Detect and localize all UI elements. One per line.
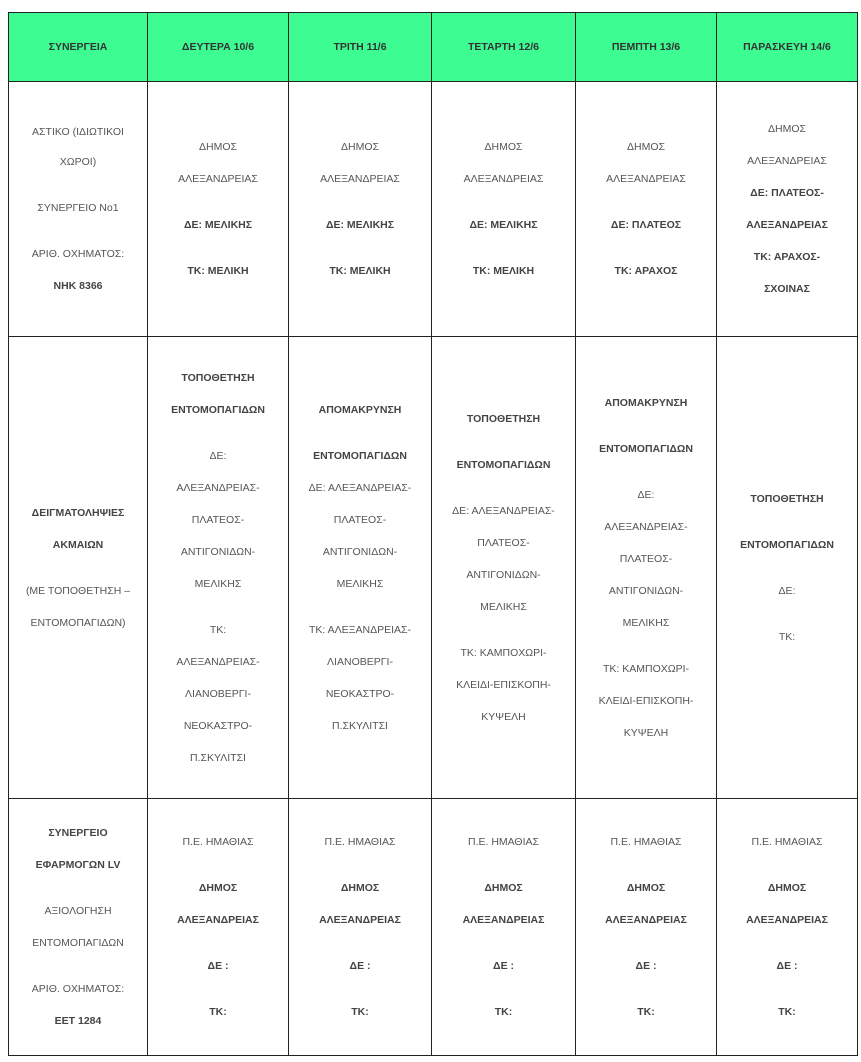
task-title: ΤΟΠΟΘΕΤΗΣΗ <box>466 412 541 425</box>
local-community: ΤΚ: <box>351 1006 369 1018</box>
municipality-label: ΔΗΜΟΣ <box>767 882 807 894</box>
district-line: ΑΝΤΙΓΟΝΙΔΩΝ- <box>608 584 684 597</box>
task-title: ΕΝΤΟΜΟΠΑΓΙΔΩΝ <box>599 442 693 455</box>
local-community: ΤΚ: ΜΕΛΙΚΗ <box>329 265 391 277</box>
community-line: ΚΥΨΕΛΗ <box>623 726 669 739</box>
district-line: ΔΕ: ΑΛΕΞΑΝΔΡΕΙΑΣ- <box>308 481 412 494</box>
district-line: ΠΛΑΤΕΟΣ- <box>333 513 387 526</box>
task-title: ΕΝΤΟΜΟΠΑΓΙΔΩΝ <box>740 538 834 551</box>
municipality-label: ΔΗΜΟΣ <box>484 882 523 894</box>
district-unit: ΔΕ: ΜΕΛΙΚΗΣ <box>325 219 395 231</box>
header-cell-monday: ΔΕΥΤΕΡΑ 10/6 <box>148 13 289 82</box>
regional-unit: Π.Ε. ΗΜΑΘΙΑΣ <box>467 836 540 848</box>
task-title: ΕΝΤΟΜΟΠΑΓΙΔΩΝ <box>456 458 551 471</box>
team-line: ΕΝΤΟΜΟΠΑΓΙΔΩΝ) <box>30 616 126 629</box>
team-line: ΕΝΤΟΜΟΠΑΓΙΔΩΝ <box>32 937 124 949</box>
community-line: ΤΚ: ΚΑΜΠΟΧΩΡΙ- <box>460 646 547 659</box>
district-unit: ΔΕ : <box>776 960 798 972</box>
district-unit: ΔΕ : <box>349 960 371 972</box>
regional-unit: Π.Ε. ΗΜΑΘΙΑΣ <box>182 836 254 848</box>
vehicle-number: ΕΕΤ 1284 <box>54 1015 102 1027</box>
regional-unit: Π.Ε. ΗΜΑΘΙΑΣ <box>610 836 682 848</box>
day-cell <box>576 337 717 799</box>
task-title: ΤΟΠΟΘΕΤΗΣΗ <box>750 492 824 505</box>
task-title: ΕΝΤΟΜΟΠΑΓΙΔΩΝ <box>171 403 265 416</box>
day-cell <box>289 799 432 1056</box>
district-unit: ΑΛΕΞΑΝΔΡΕΙΑΣ <box>746 219 828 231</box>
day-cell <box>148 82 289 337</box>
day-cell <box>432 82 576 337</box>
day-cell <box>717 799 858 1056</box>
header-cell-team: ΣΥΝΕΡΓΕΙΑ <box>9 13 148 82</box>
district-line: ΔΕ: <box>778 584 796 597</box>
municipality-name: ΑΛΕΞΑΝΔΡΕΙΑΣ <box>605 914 687 926</box>
district-unit: ΔΕ : <box>493 960 514 972</box>
team-line: ΣΥΝΕΡΓΕΙΟ Νο1 <box>37 202 119 214</box>
table-row <box>9 337 858 799</box>
district-line: ΜΕΛΙΚΗΣ <box>194 577 242 590</box>
district-unit: ΔΕ : <box>635 960 657 972</box>
header-cell-tuesday: ΤΡΙΤΗ 11/6 <box>289 13 432 82</box>
regional-unit: Π.Ε. ΗΜΑΘΙΑΣ <box>751 836 823 848</box>
local-community: ΤΚ: ΜΕΛΙΚΗ <box>472 265 535 277</box>
district-line: ΠΛΑΤΕΟΣ- <box>191 513 245 526</box>
district-unit: ΔΕ: ΜΕΛΙΚΗΣ <box>183 219 253 231</box>
day-cell <box>717 82 858 337</box>
team-cell <box>9 82 148 337</box>
district-line: ΔΕ: ΑΛΕΞΑΝΔΡΕΙΑΣ- <box>452 504 555 517</box>
community-line: ΚΥΨΕΛΗ <box>481 710 526 723</box>
municipality-name: ΑΛΕΞΑΝΔΡΕΙΑΣ <box>463 173 544 185</box>
community-line: ΚΛΕΙΔΙ-ΕΠΙΣΚΟΠΗ- <box>456 678 551 691</box>
team-line: (ΜΕ ΤΟΠΟΘΕΤΗΣΗ – <box>25 584 131 597</box>
municipality-label: ΔΗΜΟΣ <box>626 141 665 153</box>
local-community: ΤΚ: <box>637 1006 655 1018</box>
municipality-label: ΔΗΜΟΣ <box>340 882 380 894</box>
header-cell-thursday: ΠΕΜΠΤΗ 13/6 <box>576 13 717 82</box>
local-community: ΤΚ: <box>778 1006 796 1018</box>
community-line: ΛΙΑΝΟΒΕΡΓΙ- <box>185 687 251 700</box>
team-cell <box>9 799 148 1056</box>
day-cell <box>148 799 289 1056</box>
team-line: ΑΣΤΙΚΟ (ΙΔΙΩΤΙΚΟΙ <box>32 126 124 138</box>
district-line: ΑΛΕΞΑΝΔΡΕΙΑΣ- <box>176 481 260 494</box>
community-line: ΤΚ: <box>209 623 227 636</box>
team-cell <box>9 337 148 799</box>
district-line: ΑΝΤΙΓΟΝΙΔΩΝ- <box>466 568 541 581</box>
district-unit: ΔΕ: ΜΕΛΙΚΗΣ <box>469 219 538 231</box>
day-cell <box>432 337 576 799</box>
day-cell <box>576 799 717 1056</box>
table-row <box>9 82 858 337</box>
municipality-name: ΑΛΕΞΑΝΔΡΕΙΑΣ <box>746 914 828 926</box>
community-line: Π.ΣΚΥΛΙΤΣΙ <box>190 751 246 764</box>
vehicle-number: ΝΗΚ 8366 <box>53 280 103 292</box>
district-line: ΜΕΛΙΚΗΣ <box>622 616 670 629</box>
day-cell <box>289 337 432 799</box>
task-title: ΕΝΤΟΜΟΠΑΓΙΔΩΝ <box>313 449 407 462</box>
district-unit: ΔΕ: ΠΛΑΤΕΟΣ <box>610 219 682 231</box>
municipality-label: ΔΗΜΟΣ <box>340 141 379 153</box>
municipality-label: ΔΗΜΟΣ <box>767 123 806 135</box>
local-community: ΤΚ: ΑΡΑΧΟΣ- <box>753 251 821 263</box>
municipality-name: ΑΛΕΞΑΝΔΡΕΙΑΣ <box>462 914 545 926</box>
local-community: ΣΧΟΙΝΑΣ <box>764 283 810 295</box>
team-line: ΣΥΝΕΡΓΕΙΟ <box>48 827 108 839</box>
task-title: ΑΠΟΜΑΚΡΥΝΣΗ <box>604 396 688 409</box>
local-community: ΤΚ: <box>209 1006 227 1018</box>
team-line: ΔΕΙΓΜΑΤΟΛΗΨΙΕΣ <box>31 506 125 519</box>
header-cell-friday: ΠΑΡΑΣΚΕΥΗ 14/6 <box>717 13 858 82</box>
day-cell <box>717 337 858 799</box>
schedule-table <box>8 12 858 1056</box>
community-line: ΚΛΕΙΔΙ-ΕΠΙΣΚΟΠΗ- <box>598 694 694 707</box>
community-line: Π.ΣΚΥΛΙΤΣΙ <box>332 719 388 732</box>
municipality-name: ΑΛΕΞΑΝΔΡΕΙΑΣ <box>747 155 827 167</box>
task-title: ΑΠΟΜΑΚΡΥΝΣΗ <box>318 403 402 416</box>
community-line: ΛΙΑΝΟΒΕΡΓΙ- <box>327 655 393 668</box>
district-line: ΠΛΑΤΕΟΣ- <box>477 536 530 549</box>
community-line: ΑΛΕΞΑΝΔΡΕΙΑΣ- <box>176 655 260 668</box>
header-row <box>9 13 858 82</box>
day-cell <box>148 337 289 799</box>
local-community: ΤΚ: ΜΕΛΙΚΗ <box>187 265 249 277</box>
municipality-label: ΔΗΜΟΣ <box>484 141 523 153</box>
community-line: ΝΕΟΚΑΣΤΡΟ- <box>183 719 253 732</box>
community-line: ΤΚ: ΑΛΕΞΑΝΔΡΕΙΑΣ- <box>308 623 412 636</box>
municipality-name: ΑΛΕΞΑΝΔΡΕΙΑΣ <box>178 173 258 185</box>
district-line: ΑΛΕΞΑΝΔΡΕΙΑΣ- <box>604 520 688 533</box>
day-cell <box>576 82 717 337</box>
district-unit: ΔΕ : <box>207 960 229 972</box>
community-line: ΝΕΟΚΑΣΤΡΟ- <box>325 687 395 700</box>
regional-unit: Π.Ε. ΗΜΑΘΙΑΣ <box>324 836 396 848</box>
team-line: ΑΚΜΑΙΩΝ <box>52 538 104 551</box>
header-cell-wednesday: ΤΕΤΑΡΤΗ 12/6 <box>432 13 576 82</box>
team-line: ΧΩΡΟΙ) <box>59 156 97 168</box>
district-line: ΑΝΤΙΓΟΝΙΔΩΝ- <box>180 545 256 558</box>
municipality-label: ΔΗΜΟΣ <box>626 882 666 894</box>
local-community: ΤΚ: <box>494 1006 513 1018</box>
task-title: ΤΟΠΟΘΕΤΗΣΗ <box>181 371 255 384</box>
district-line: ΠΛΑΤΕΟΣ- <box>619 552 673 565</box>
day-cell <box>289 82 432 337</box>
district-unit: ΔΕ: ΠΛΑΤΕΟΣ- <box>750 187 824 199</box>
table-row <box>9 799 858 1056</box>
team-line: ΕΦΑΡΜΟΓΩΝ LV <box>35 859 121 871</box>
community-line: ΤΚ: <box>778 630 796 643</box>
municipality-name: ΑΛΕΞΑΝΔΡΕΙΑΣ <box>319 914 401 926</box>
municipality-name: ΑΛΕΞΑΝΔΡΕΙΑΣ <box>606 173 686 185</box>
municipality-name: ΑΛΕΞΑΝΔΡΕΙΑΣ <box>177 914 259 926</box>
local-community: ΤΚ: ΑΡΑΧΟΣ <box>614 265 678 277</box>
day-cell <box>432 799 576 1056</box>
district-line: ΜΕΛΙΚΗΣ <box>480 600 527 613</box>
community-line: ΤΚ: ΚΑΜΠΟΧΩΡΙ- <box>602 662 690 675</box>
team-line: ΑΡΙΘ. ΟΧΗΜΑΤΟΣ: <box>31 983 125 995</box>
municipality-name: ΑΛΕΞΑΝΔΡΕΙΑΣ <box>320 173 400 185</box>
team-line: ΑΞΙΟΛΟΓΗΣΗ <box>44 905 112 917</box>
district-line: ΑΝΤΙΓΟΝΙΔΩΝ- <box>322 545 398 558</box>
district-line: ΔΕ: <box>209 449 227 462</box>
municipality-label: ΔΗΜΟΣ <box>198 882 238 894</box>
team-line: ΑΡΙΘ. ΟΧΗΜΑΤΟΣ: <box>31 248 125 260</box>
district-line: ΜΕΛΙΚΗΣ <box>336 577 384 590</box>
district-line: ΔΕ: <box>637 488 655 501</box>
municipality-label: ΔΗΜΟΣ <box>198 141 237 153</box>
